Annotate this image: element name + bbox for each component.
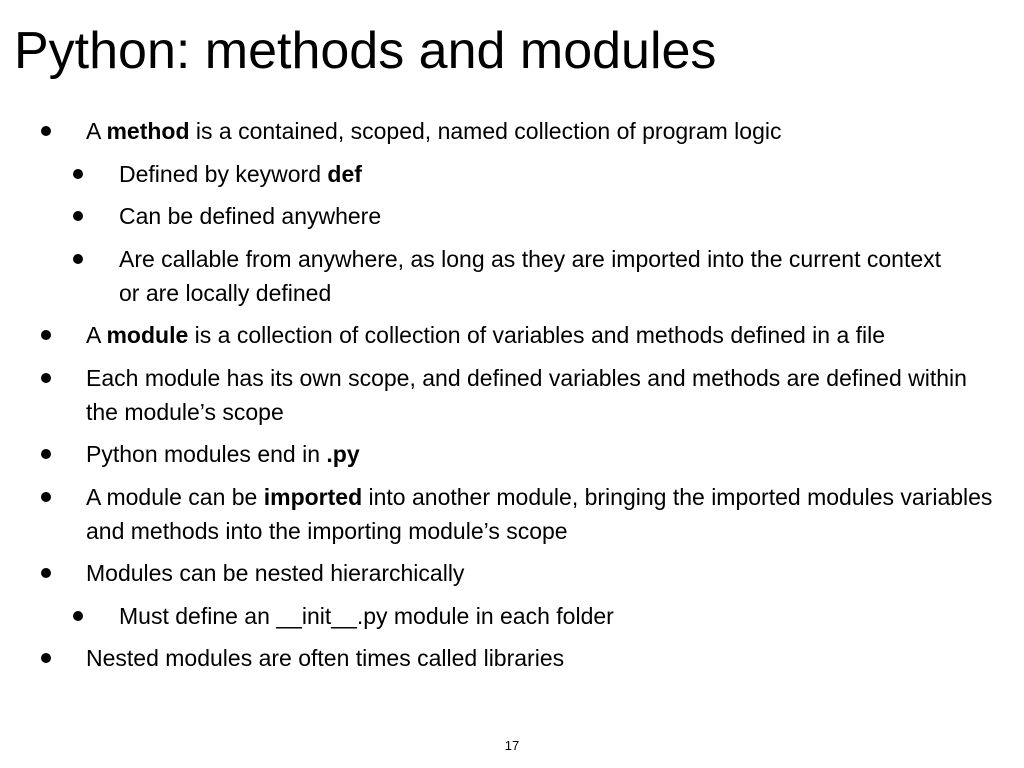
bullet-text: is a collection of collection of variables and methods defined in a file <box>188 322 886 348</box>
bullet-bold-text: .py <box>326 441 360 467</box>
bullet-text: Must define an __init__.py module in each folder <box>119 602 614 629</box>
bullet-item <box>0 480 1024 548</box>
bullet-bold-text: module <box>106 322 189 348</box>
bullet-dot-icon <box>73 254 83 264</box>
bullet-dot-icon <box>73 611 83 621</box>
bullet-text: A <box>86 118 107 144</box>
bullet-dot-icon <box>73 169 83 179</box>
bullet-dot-icon <box>41 330 51 340</box>
sub-bullet-item <box>0 199 1024 233</box>
bullet-item <box>0 556 1024 590</box>
bullet-text: Defined by keyword <box>119 160 328 187</box>
bullet-text: Nested modules are often times called libraries <box>86 645 565 671</box>
bullet-list <box>0 114 1024 684</box>
bullet-dot-icon <box>41 568 51 578</box>
bullet-dot-icon <box>41 373 51 383</box>
bullet-dot-icon <box>41 492 51 502</box>
bullet-item <box>0 437 1024 471</box>
bullet-item <box>0 114 1024 148</box>
sub-bullet-item <box>0 242 1024 310</box>
bullet-bold-text: def <box>327 160 362 187</box>
bullet-item <box>0 641 1024 675</box>
bullet-text: Python modules end in <box>86 441 327 467</box>
bullet-dot-icon <box>41 653 51 663</box>
bullet-dot-icon <box>41 126 51 136</box>
bullet-text: A <box>86 322 107 348</box>
bullet-dot-icon <box>41 449 51 459</box>
page-number: 17 <box>504 738 520 753</box>
bullet-item <box>0 318 1024 352</box>
bullet-text: Each module has its own scope, and defined variables and methods are defined within the module’s scope <box>86 364 967 425</box>
sub-bullet-item <box>0 157 1024 191</box>
bullet-text: is a contained, scoped, named collection of program logic <box>189 118 782 144</box>
bullet-text: A module can be <box>86 483 264 510</box>
bullet-text: into another module, bringing the imported modules variables and methods into the importing module’s scope <box>86 483 993 544</box>
bullet-item <box>0 361 1024 429</box>
slide-title: Python: methods and modules <box>14 22 717 80</box>
bullet-text: Modules can be nested hierarchically <box>86 560 465 586</box>
sub-bullet-item <box>0 599 1024 633</box>
bullet-dot-icon <box>73 211 83 221</box>
bullet-text: Can be defined anywhere <box>119 203 382 229</box>
bullet-bold-text: method <box>106 118 190 144</box>
bullet-text: Are callable from anywhere, as long as they are imported into the current context or are locally defined <box>119 245 942 306</box>
bullet-bold-text: imported <box>263 483 363 510</box>
